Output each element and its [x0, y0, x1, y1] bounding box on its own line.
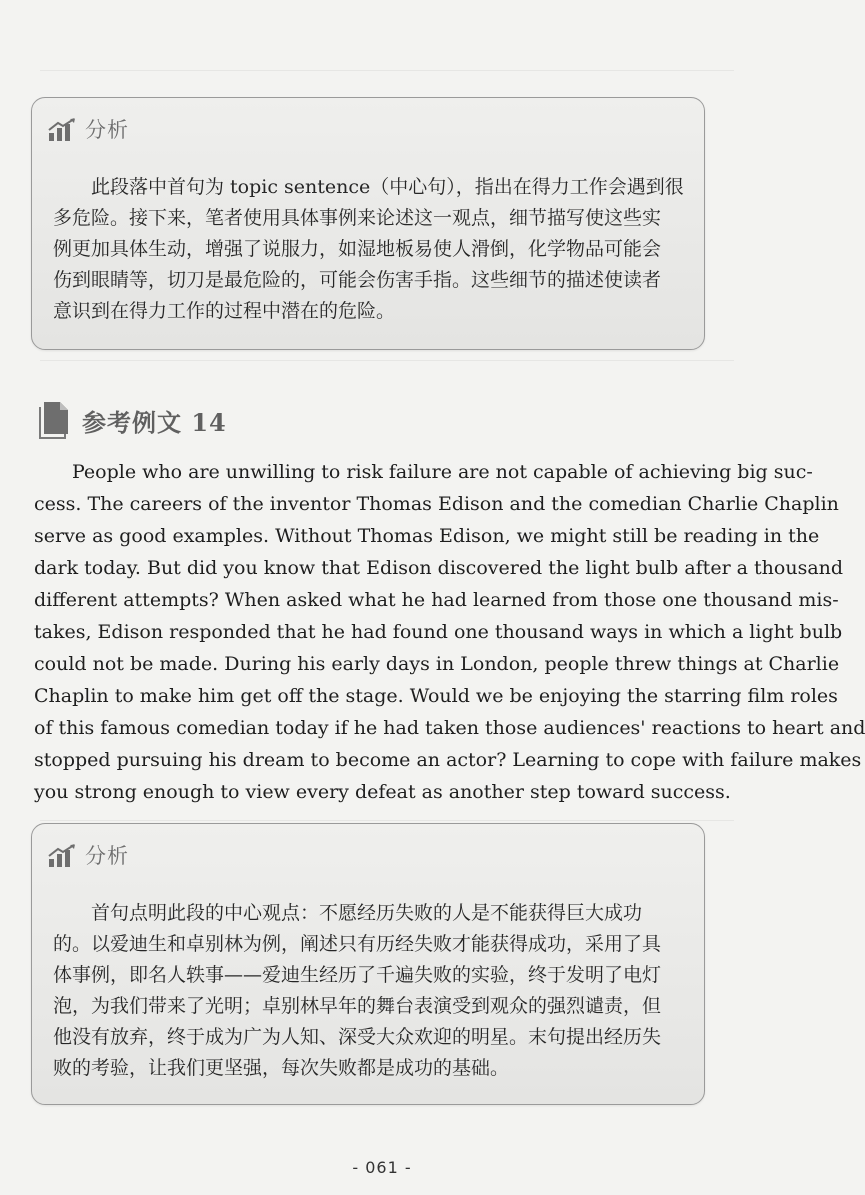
paragraph-line: cess. The careers of the inventor Thomas Edison and the comedian Charlie Chaplin	[34, 493, 839, 515]
paragraph-line: you strong enough to view every defeat as another step toward success.	[34, 781, 731, 803]
analysis-body	[53, 172, 685, 327]
reference-heading	[36, 396, 227, 444]
bar-chart-icon	[48, 118, 79, 142]
reference-paragraph	[34, 456, 865, 808]
analysis-box	[31, 823, 705, 1105]
paragraph-line: dark today. But did you know that Edison discovered the light bulb after a thousand	[34, 557, 844, 579]
analysis-header	[48, 836, 129, 876]
analysis-header	[48, 110, 129, 150]
analysis-line: 多危险。接下来，笔者使用具体事例来论述这一观点，细节描写使这些实	[53, 207, 662, 229]
paragraph-line: stopped pursuing his dream to become an actor? Learning to cope with failure makes	[34, 749, 862, 771]
paragraph-line: People who are unwilling to risk failure are not capable of achieving big suc-	[72, 461, 813, 483]
analysis-line: 例更加具体生动，增强了说服力，如湿地板易使人滑倒，化学物品可能会	[53, 238, 662, 260]
analysis-title: 分析	[85, 117, 129, 142]
analysis-body	[53, 898, 685, 1084]
bleed-through-line	[40, 360, 734, 361]
paragraph-line: of this famous comedian today if he had taken those audiences' reactions to heart and	[34, 717, 865, 739]
analysis-line: 泡，为我们带来了光明；卓别林早年的舞台表演受到观众的强烈谴责，但	[53, 995, 662, 1017]
analysis-line: 此段落中首句为 topic sentence（中心句），指出在得力工作会遇到很	[91, 176, 684, 198]
analysis-line: 的。以爱迪生和卓别林为例，阐述只有历经失败才能获得成功，采用了具	[53, 933, 662, 955]
paragraph-line: different attempts? When asked what he had learned from those one thousand mis-	[34, 589, 839, 611]
page-number: - 061 -	[352, 1158, 412, 1177]
analysis-line: 意识到在得力工作的过程中潜在的危险。	[53, 300, 396, 322]
reference-title: 参考例文 14	[82, 407, 227, 437]
paragraph-line: takes, Edison responded that he had found one thousand ways in which a light bulb	[34, 621, 843, 643]
bleed-through-line	[40, 70, 734, 71]
analysis-line: 他没有放弃，终于成为广为人知、深受大众欢迎的明星。末句提出经历失	[53, 1026, 662, 1048]
bleed-through-line	[40, 820, 734, 821]
paragraph-line: serve as good examples. Without Thomas Edison, we might still be reading in the	[34, 525, 820, 547]
analysis-line: 败的考验，让我们更坚强，每次失败都是成功的基础。	[53, 1057, 510, 1079]
paragraph-line: could not be made. During his early days in London, people threw things at Charlie	[34, 653, 840, 675]
analysis-line: 体事例，即名人轶事——爱迪生经历了千遍失败的实验，终于发明了电灯	[53, 964, 662, 986]
document-icon	[36, 401, 70, 439]
analysis-line: 首句点明此段的中心观点：不愿经历失败的人是不能获得巨大成功	[91, 902, 643, 924]
analysis-line: 伤到眼睛等，切刀是最危险的，可能会伤害手指。这些细节的描述使读者	[53, 269, 662, 291]
paragraph-line: Chaplin to make him get off the stage. Would we be enjoying the starring film roles	[34, 685, 838, 707]
bar-chart-icon	[48, 844, 79, 868]
analysis-box	[31, 97, 705, 350]
analysis-title: 分析	[85, 843, 129, 868]
